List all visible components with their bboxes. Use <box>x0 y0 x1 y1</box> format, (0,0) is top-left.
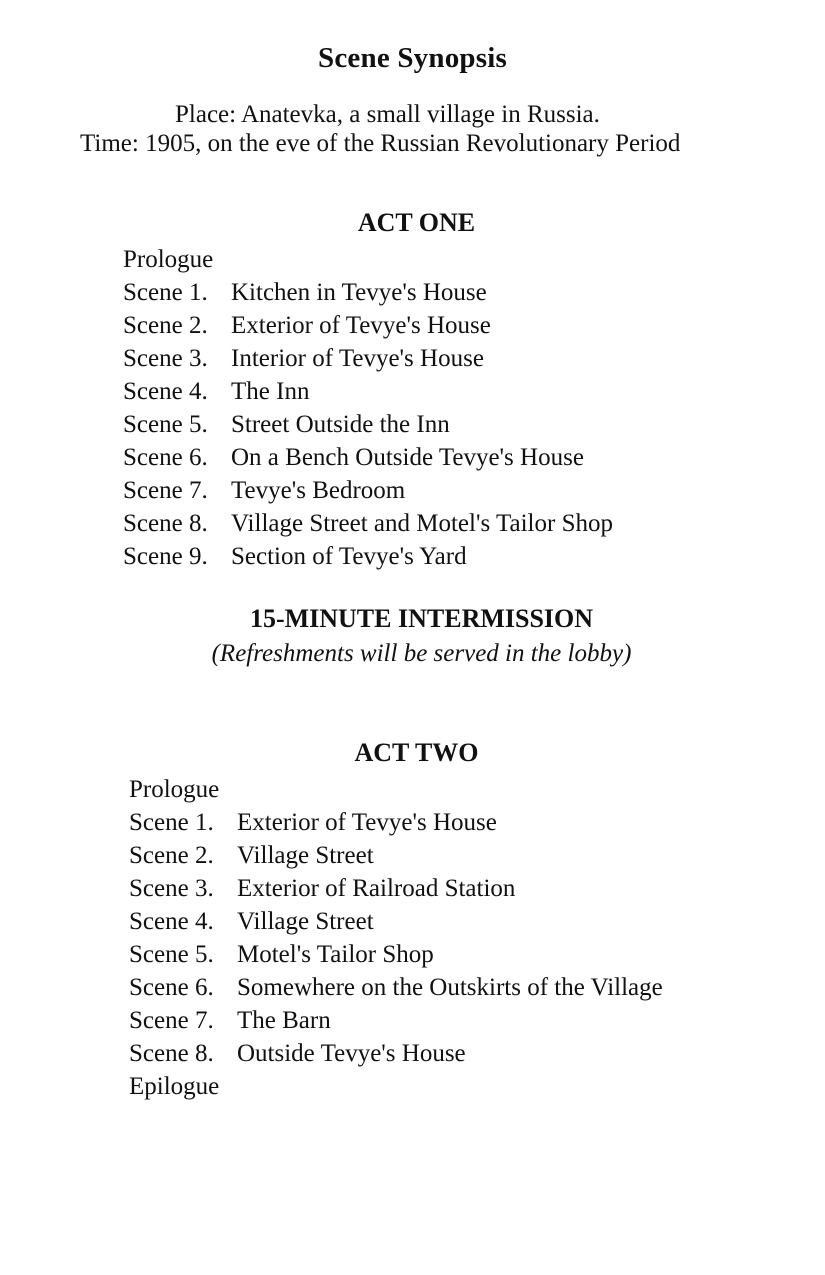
act-one-heading: ACT ONE <box>357 208 476 237</box>
scene-name: Village Street <box>237 908 374 935</box>
scene-number: Scene 7. <box>129 1007 214 1034</box>
scene-number: Scene 6. <box>129 974 214 1001</box>
scene-number: Scene 1. <box>129 809 214 836</box>
scene-item <box>123 377 613 410</box>
scene-name: Somewhere on the Outskirts of the Village <box>237 974 663 1001</box>
scene-item <box>123 311 613 344</box>
scene-item <box>129 775 663 808</box>
time-line: Time: 1905, on the eve of the Russian Revolutionary Period <box>80 130 681 157</box>
scene-item <box>123 344 613 377</box>
intermission-note: (Refreshments will be served in the lobby) <box>211 640 632 667</box>
scene-item <box>129 940 663 973</box>
scene-number: Scene 8. <box>129 1040 214 1067</box>
scene-number: Scene 5. <box>123 411 208 438</box>
scene-number: Scene 1. <box>123 279 208 306</box>
scene-name: Outside Tevye's House <box>237 1040 466 1067</box>
scene-number: Scene 7. <box>123 477 208 504</box>
scene-item <box>129 808 663 841</box>
scene-name: Exterior of Tevye's House <box>237 809 497 836</box>
act-two-scene-list <box>129 775 663 1105</box>
act-one-scene-list <box>123 245 613 575</box>
scene-item <box>129 1072 663 1105</box>
scene-name: Exterior of Tevye's House <box>231 312 491 339</box>
scene-name: Prologue <box>129 776 220 803</box>
scene-number: Scene 9. <box>123 543 208 570</box>
scene-number: Scene 2. <box>123 312 208 339</box>
scene-item <box>129 841 663 874</box>
scene-item <box>129 1039 663 1072</box>
scene-name: Exterior of Railroad Station <box>237 875 516 902</box>
scene-item <box>129 973 663 1006</box>
scene-number: Scene 5. <box>129 941 214 968</box>
scene-name: Prologue <box>123 246 214 273</box>
page-title: Scene Synopsis <box>318 42 507 74</box>
scene-item <box>123 245 613 278</box>
scene-item <box>129 874 663 907</box>
scene-item <box>123 443 613 476</box>
act-two-heading: ACT TWO <box>354 738 479 767</box>
scene-number: Scene 4. <box>123 378 208 405</box>
scene-name: Kitchen in Tevye's House <box>231 279 487 306</box>
scene-name: Interior of Tevye's House <box>231 345 484 372</box>
scene-name: Section of Tevye's Yard <box>231 543 467 570</box>
scene-item <box>123 278 613 311</box>
intermission-heading: 15-MINUTE INTERMISSION <box>249 604 594 633</box>
scene-name: Street Outside the Inn <box>231 411 450 438</box>
scene-item <box>123 509 613 542</box>
scene-name: Motel's Tailor Shop <box>237 941 434 968</box>
scene-item <box>123 542 613 575</box>
scene-name: Village Street <box>237 842 374 869</box>
scene-number: Scene 4. <box>129 908 214 935</box>
scene-item <box>129 1006 663 1039</box>
scene-number: Scene 3. <box>129 875 214 902</box>
scene-name: Tevye's Bedroom <box>231 477 406 504</box>
scene-item <box>123 410 613 443</box>
scene-number: Scene 6. <box>123 444 208 471</box>
scene-item <box>123 476 613 509</box>
scene-name: On a Bench Outside Tevye's House <box>231 444 584 471</box>
place-line: Place: Anatevka, a small village in Russia. <box>175 101 600 128</box>
scene-number: Scene 3. <box>123 345 208 372</box>
scene-name: The Inn <box>231 378 310 405</box>
scene-item <box>129 907 663 940</box>
scene-name: The Barn <box>237 1007 331 1034</box>
scene-name: Village Street and Motel's Tailor Shop <box>231 510 613 537</box>
scene-number: Scene 8. <box>123 510 208 537</box>
scene-number: Scene 2. <box>129 842 214 869</box>
scene-name: Epilogue <box>129 1073 220 1100</box>
